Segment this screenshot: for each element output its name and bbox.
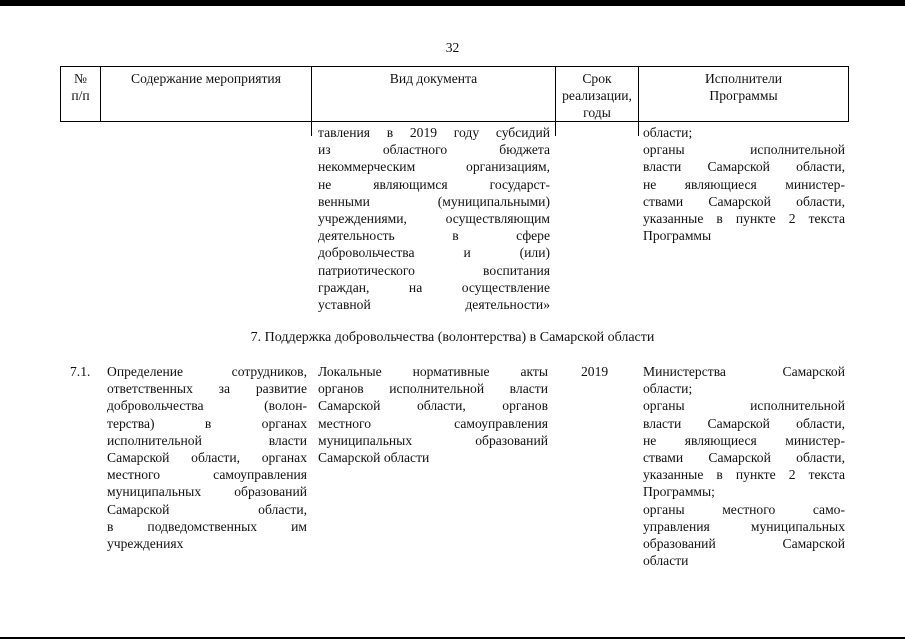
text-line: граждан, на осуществление <box>318 279 550 295</box>
text-line: ствами Самарской области, <box>643 193 845 209</box>
text-line: патриотического воспитания <box>318 262 550 278</box>
text-line: местного самоуправления <box>318 415 548 431</box>
text-line: некоммерческим организациям, <box>318 159 550 175</box>
header-top-line <box>60 66 849 67</box>
text-line: образований Самарской <box>643 536 845 552</box>
text-line: не являющиеся министер- <box>643 176 845 192</box>
header-executors: Исполнители Программы <box>704 71 783 103</box>
text-line: Министерства Самарской <box>643 364 845 379</box>
text-line: Программы; <box>643 484 715 500</box>
text-line: тавления в 2019 году субсидий <box>318 125 550 140</box>
header-term: Срок реализации, годы <box>562 71 632 120</box>
row-term: 2019 <box>581 364 609 379</box>
text-line: муниципальных образований <box>107 484 307 500</box>
cont-exec-cell <box>643 124 845 244</box>
text-line: не являющиеся министер- <box>643 432 845 448</box>
header-bottom-line <box>60 121 849 122</box>
text-line: Программы <box>643 228 712 244</box>
text-line: ответственных за развитие <box>107 381 307 397</box>
text-line: органы местного само- <box>643 501 845 517</box>
text-line: указанные в пункте 2 текста <box>643 211 845 227</box>
text-line: области <box>643 553 689 569</box>
text-line: уставной деятельности» <box>318 297 550 313</box>
column-divider <box>638 121 639 136</box>
text-line: указанные в пункте 2 текста <box>643 467 845 483</box>
text-line: области; <box>643 381 693 397</box>
row-doc-cell <box>318 363 548 466</box>
text-line: деятельность в сфере <box>318 228 550 244</box>
cont-doc-cell <box>318 124 550 313</box>
text-line: добровольчества и (или) <box>318 245 550 261</box>
row-num: 7.1. <box>70 364 91 379</box>
header-num: № п/п <box>71 71 90 103</box>
column-divider <box>311 121 312 136</box>
text-line: венными (муниципальными) <box>318 193 550 209</box>
text-line: власти Самарской области, <box>643 415 845 431</box>
text-line: органы исполнительной <box>643 398 845 414</box>
text-line: управления муниципальных <box>643 518 845 534</box>
page-bottom-border <box>0 637 905 639</box>
row-exec-cell <box>643 363 845 569</box>
text-line: области; <box>643 125 693 140</box>
text-line: учреждениях <box>107 536 184 552</box>
text-line: из областного бюджета <box>318 142 550 158</box>
text-line: Самарской области, органов <box>318 398 548 414</box>
text-line: добровольчества (волон- <box>107 398 307 414</box>
text-line: Самарской области, органах <box>107 450 307 466</box>
row-content-cell <box>107 363 307 552</box>
header-divider <box>848 66 849 121</box>
text-line: муниципальных образований <box>318 432 548 448</box>
text-line: в подведомственных им <box>107 518 307 534</box>
text-line: органов исполнительной власти <box>318 381 548 397</box>
text-line: терства) в органах <box>107 415 307 431</box>
column-divider <box>555 121 556 136</box>
page-number: 32 <box>445 40 460 55</box>
text-line: Определение сотрудников, <box>107 364 307 379</box>
page-top-border <box>0 0 905 6</box>
text-line: власти Самарской области, <box>643 159 845 175</box>
text-line: Самарской области <box>318 450 430 466</box>
text-line: местного самоуправления <box>107 467 307 483</box>
section-title: 7. Поддержка добровольчества (волонтерства) в Самарской области <box>250 330 655 345</box>
text-line: Локальные нормативные акты <box>318 364 548 379</box>
text-line: ствами Самарской области, <box>643 450 845 466</box>
text-line: исполнительной власти <box>107 432 307 448</box>
header-content: Содержание мероприятия <box>131 71 281 86</box>
text-line: не являющимся государст- <box>318 176 550 192</box>
header-doc-type: Вид документа <box>389 71 478 86</box>
text-line: учреждениями, осуществляющим <box>318 211 550 227</box>
text-line: Самарской области, <box>107 501 307 517</box>
text-line: органы исполнительной <box>643 142 845 158</box>
